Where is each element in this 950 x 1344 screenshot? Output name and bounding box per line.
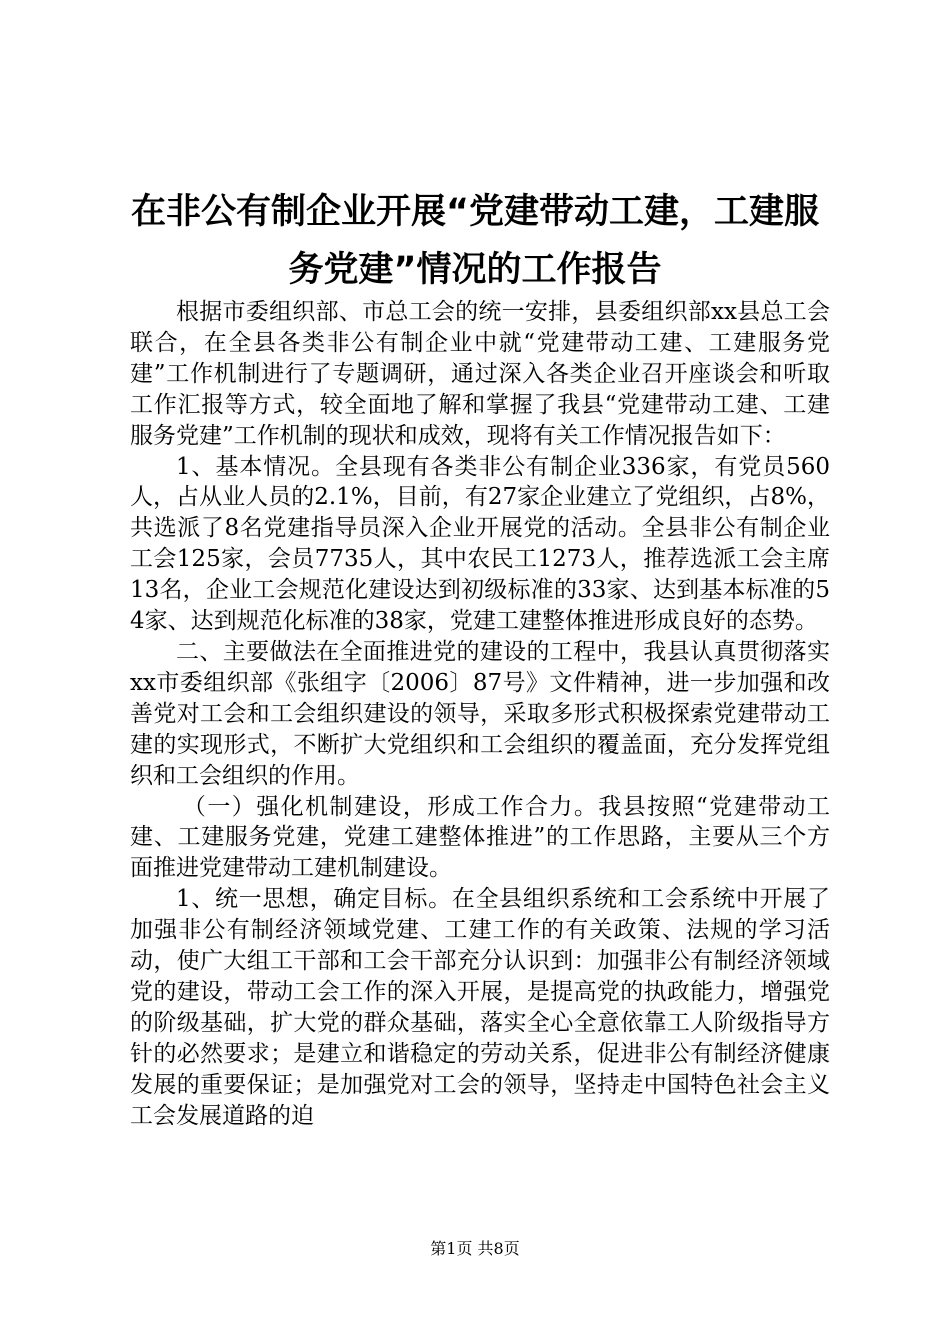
- title-line-1: 在非公有制企业开展“党建带动工建，工建服: [130, 192, 819, 232]
- paragraph-basic-situation: 1、基本情况。全县现有各类非公有制企业336家，有党员560人，占从业人员的2.1%，目前，有27家企业建立了党组织，占8%，共选派了8名党建指导员深入企业开展党的活动。全县非公有制企业工会125家，会员7735人，其中农民工1273人，推荐选派工会主席13名，企业工会规范化建设达到初级标准的33家、达到基本标准的54家、达到规范化标准的38家，党建工建整体推进形成良好的态势。: [130, 453, 830, 635]
- paragraph-unify-thinking: 1、统一思想，确定目标。在全县组织系统和工会系统中开展了加强非公有制经济领域党建、工建工作的有关政策、法规的学习活动，使广大组工干部和工会干部充分认识到：加强非公有制经济领域党的建设，带动工会工作的深入开展，是提高党的执政能力，增强党的阶级基础，扩大党的群众基础，落实全心全意依靠工人阶级指导方针的必然要求；是建立和谐稳定的劳动关系，促进非公有制经济健康发展的重要保证；是加强党对工会的领导，坚持走中国特色社会主义工会发展道路的迫: [130, 886, 830, 1129]
- page-footer: 第1页 共8页: [430, 1239, 520, 1258]
- paragraph-intro: 根据市委组织部、市总工会的统一安排，县委组织部xx县总工会联合，在全县各类非公有制企业中就“党建带动工建、工建服务党建”工作机制进行了专题调研，通过深入各类企业召开座谈会和听取工作汇报等方式，较全面地了解和掌握了我县“党建带动工建、工建服务党建”工作机制的现状和成效，现将有关工作情况报告如下：: [130, 299, 830, 449]
- paragraph-mechanism-building: （一）强化机制建设，形成工作合力。我县按照“党建带动工建、工建服务党建，党建工建整体推进”的工作思路，主要从三个方面推进党建带动工建机制建设。: [130, 793, 830, 882]
- paragraph-main-practices: 二、主要做法在全面推进党的建设的工程中，我县认真贯彻落实xx市委组织部《张组字〔2006〕87号》文件精神，进一步加强和改善党对工会和工会组织建设的领导，采取多形式积极探索党建带动工建的实现形式，不断扩大党组织和工会组织的覆盖面，充分发挥党组织和工会组织的作用。: [130, 638, 830, 789]
- title-line-2: 务党建”情况的工作报告: [288, 250, 662, 290]
- document-body: [130, 297, 830, 1131]
- document-title: [100, 183, 850, 299]
